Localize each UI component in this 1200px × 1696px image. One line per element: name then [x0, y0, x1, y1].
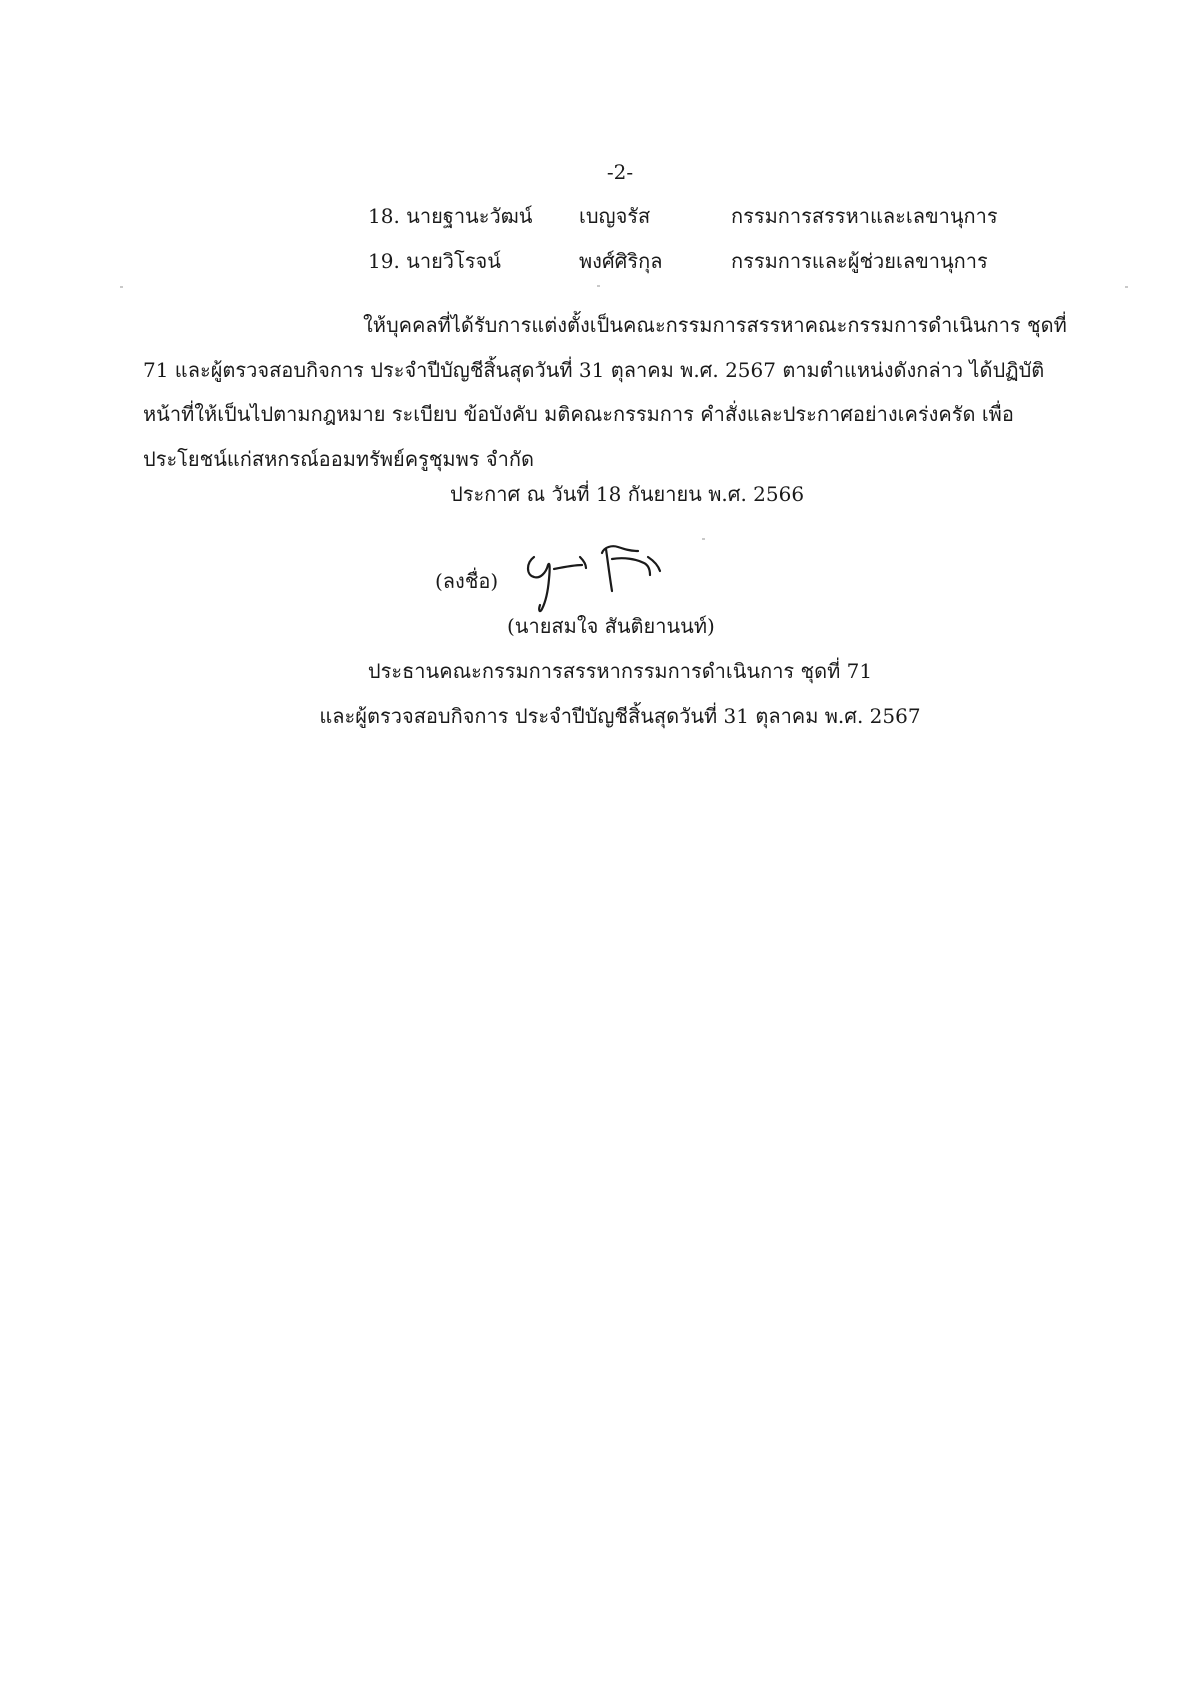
member-role: กรรมการและผู้ช่วยเลขานุการ: [731, 249, 988, 273]
signer-title-line-1: ประธานคณะกรรมการสรรหากรรมการดำเนินการ ชุดที่ 71: [367, 659, 873, 683]
body-paragraph: [143, 303, 1083, 481]
signature-label: (ลงชื่อ): [435, 569, 499, 593]
scan-speck: [702, 538, 705, 540]
scan-speck: [597, 285, 600, 287]
signer-name: (นายสมใจ สันติยานนท์): [507, 614, 715, 638]
signer-title-line-2: และผู้ตรวจสอบกิจการ ประจำปีบัญชีสิ้นสุดวันที่ 31 ตุลาคม พ.ศ. 2567: [319, 704, 921, 728]
scan-speck: [1125, 286, 1128, 288]
announce-date: ประกาศ ณ วันที่ 18 กันยายน พ.ศ. 2566: [450, 482, 805, 506]
member-surname: พงศ์ศิริกุล: [579, 249, 663, 273]
body-line: 71 และผู้ตรวจสอบกิจการ ประจำปีบัญชีสิ้นสุดวันที่ 31 ตุลาคม พ.ศ. 2567 ตามตำแหน่งดังกล่าว ได้ปฏิบัติ: [143, 357, 1045, 382]
body-line: หน้าที่ให้เป็นไปตามกฎหมาย ระเบียบ ข้อบังคับ มติคณะกรรมการ คำสั่งและประกาศอย่างเคร่งครัด เพื่อ: [143, 402, 1014, 426]
handwritten-signature: [520, 535, 700, 615]
scan-speck: [120, 286, 123, 288]
body-line: ให้บุคคลที่ได้รับการแต่งตั้งเป็นคณะกรรมการสรรหาคณะกรรมการดำเนินการ ชุดที่: [363, 313, 1067, 337]
member-role: กรรมการสรรหาและเลขานุการ: [731, 204, 998, 228]
member-name: 18. นายฐานะวัฒน์: [368, 204, 533, 228]
member-name: 19. นายวิโรจน์: [368, 249, 501, 273]
member-surname: เบญจรัส: [579, 204, 651, 228]
body-line: ประโยชน์แก่สหกรณ์ออมทรัพย์ครูชุมพร จำกัด: [143, 446, 534, 471]
page-number: -2-: [606, 160, 634, 184]
